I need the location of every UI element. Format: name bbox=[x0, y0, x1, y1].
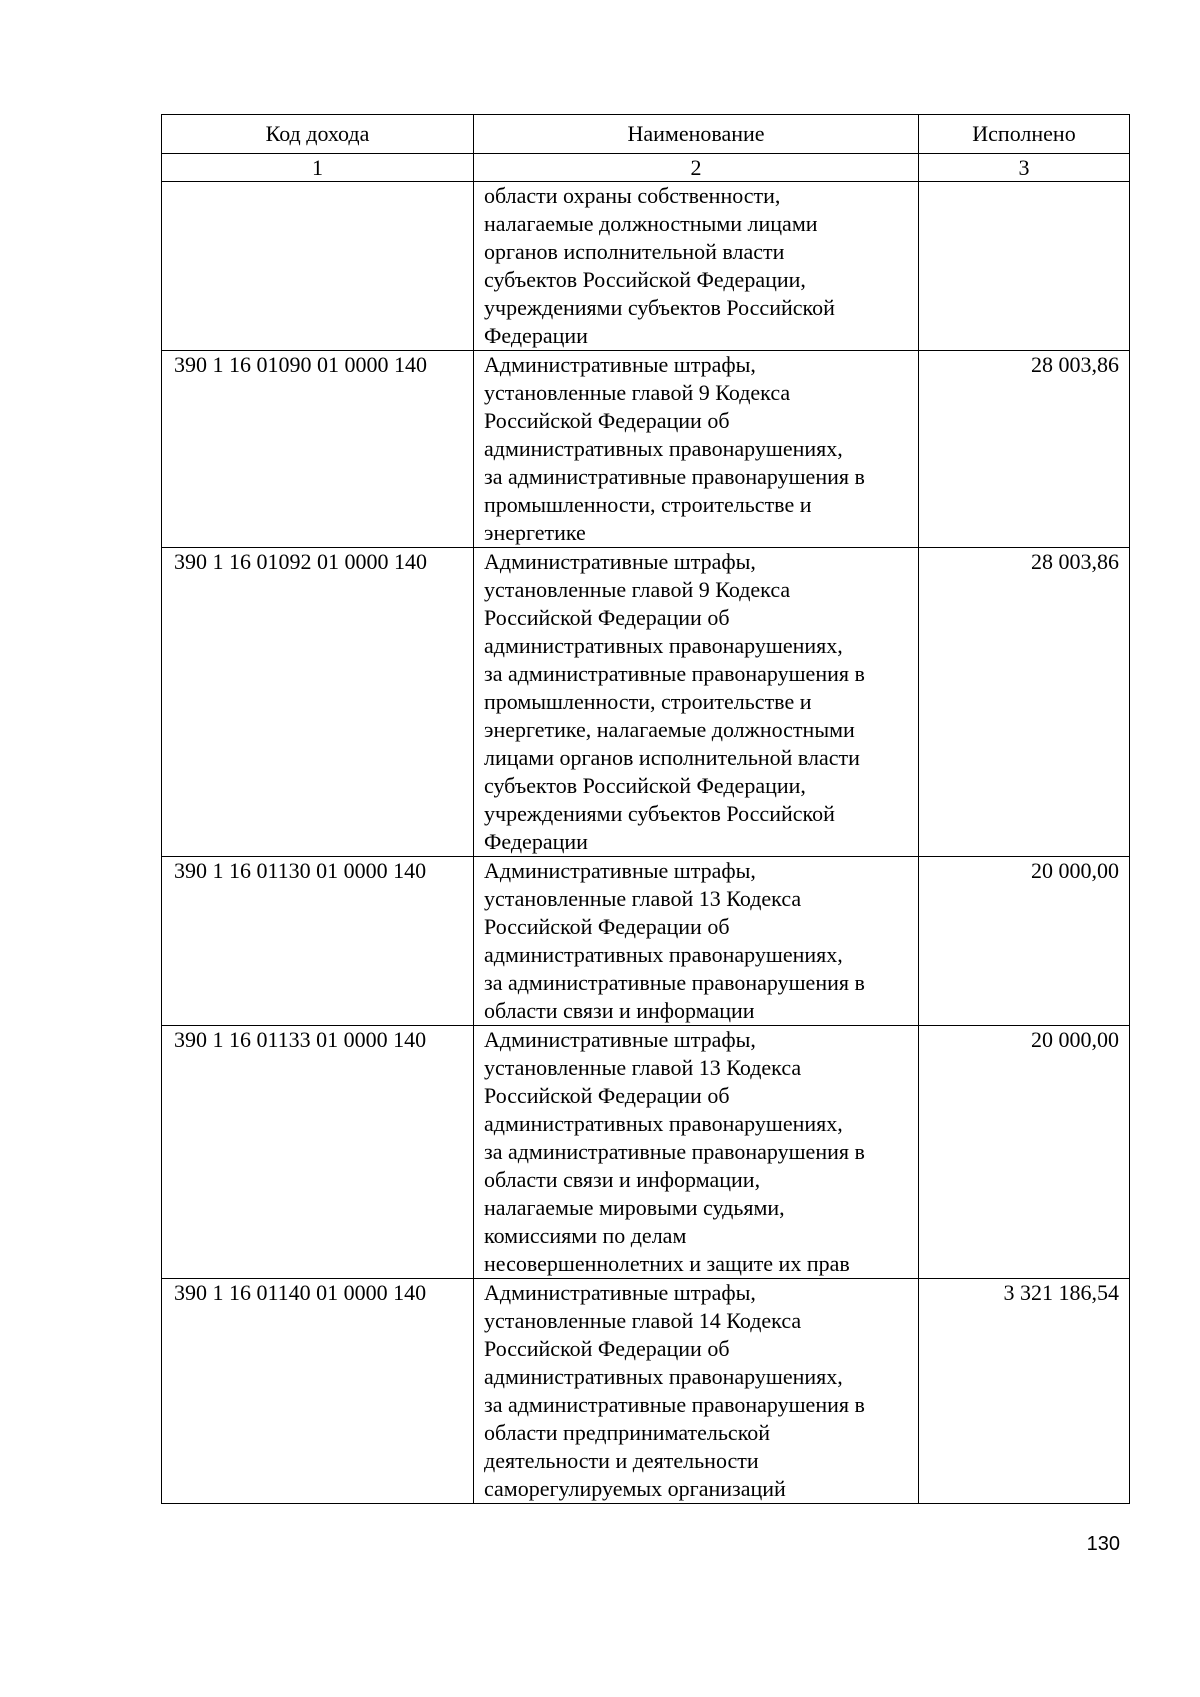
row-name: Административные штрафы, установленные главой 14 Кодекса Российской Федерации об административных правонарушениях, за административные правонарушения в области предпринимательской деятельности и деятельности саморегулируемых организаций bbox=[474, 1279, 919, 1504]
column-number-1: 1 bbox=[162, 154, 474, 182]
row-amount: 3 321 186,54 bbox=[919, 1279, 1130, 1504]
table-header-row bbox=[162, 115, 1130, 154]
revenue-table bbox=[161, 114, 1130, 1504]
row-amount: 28 003,86 bbox=[919, 351, 1130, 548]
row-name: Административные штрафы, установленные главой 13 Кодекса Российской Федерации об административных правонарушениях, за административные правонарушения в области связи и информации, налагаемые мировыми судьями, комиссиями по делам несовершеннолетних и защите их прав bbox=[474, 1026, 919, 1279]
row-amount: 28 003,86 bbox=[919, 548, 1130, 857]
row-amount: 20 000,00 bbox=[919, 857, 1130, 1026]
column-number-row bbox=[162, 154, 1130, 182]
table-row bbox=[162, 1279, 1130, 1504]
row-name: Административные штрафы, установленные главой 9 Кодекса Российской Федерации об административных правонарушениях, за административные правонарушения в промышленности, строительстве и энергетике, налагаемые должностными лицами органов исполнительной власти субъектов Российской Федерации, учреждениями субъектов Российской Федерации bbox=[474, 548, 919, 857]
row-code: 390 1 16 01133 01 0000 140 bbox=[162, 1026, 474, 1279]
row-code: 390 1 16 01092 01 0000 140 bbox=[162, 548, 474, 857]
table-row bbox=[162, 182, 1130, 351]
table-row bbox=[162, 351, 1130, 548]
table-row bbox=[162, 1026, 1130, 1279]
table-row bbox=[162, 548, 1130, 857]
page-number: 130 bbox=[1086, 1533, 1120, 1555]
row-amount: 20 000,00 bbox=[919, 1026, 1130, 1279]
row-code: 390 1 16 01140 01 0000 140 bbox=[162, 1279, 474, 1504]
row-code: 390 1 16 01130 01 0000 140 bbox=[162, 857, 474, 1026]
row-name: области охраны собственности, налагаемые должностными лицами органов исполнительной власти субъектов Российской Федерации, учреждениями субъектов Российской Федерации bbox=[474, 182, 919, 351]
table-row bbox=[162, 857, 1130, 1026]
row-name: Административные штрафы, установленные главой 13 Кодекса Российской Федерации об административных правонарушениях, за административные правонарушения в области связи и информации bbox=[474, 857, 919, 1026]
header-code: Код дохода bbox=[162, 115, 474, 154]
row-code bbox=[162, 182, 474, 351]
column-number-2: 2 bbox=[474, 154, 919, 182]
row-name: Административные штрафы, установленные главой 9 Кодекса Российской Федерации об административных правонарушениях, за административные правонарушения в промышленности, строительстве и энергетике bbox=[474, 351, 919, 548]
column-number-3: 3 bbox=[919, 154, 1130, 182]
row-amount bbox=[919, 182, 1130, 351]
header-name: Наименование bbox=[474, 115, 919, 154]
row-code: 390 1 16 01090 01 0000 140 bbox=[162, 351, 474, 548]
header-amount: Исполнено bbox=[919, 115, 1130, 154]
